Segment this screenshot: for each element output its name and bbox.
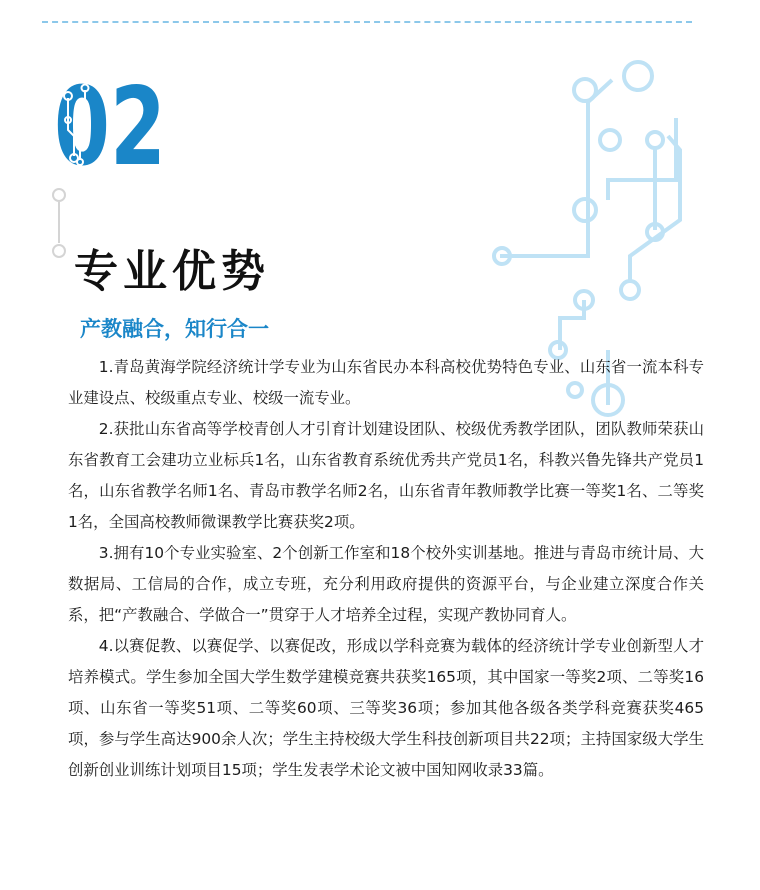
section-subtitle: 产教融合，知行合一 — [80, 317, 269, 341]
section-title: 专业优势 — [74, 246, 270, 297]
paragraph: 2.获批山东省高等学校青创人才引育计划建设团队、校级优秀教学团队，团队教师荣获山东省教育工会建功立业标兵1名，山东省教育系统优秀共产党员1名，科教兴鲁先锋共产党员1名，山东省教学名师1名、青岛市教学名师2名，山东省青年教师教学比赛一等奖1名、二等奖1名，全国高校教师微课教学比赛获奖2项。 — [68, 420, 704, 531]
body-text — [68, 352, 704, 786]
section-number: 02 — [54, 65, 166, 190]
paragraph: 3.拥有10个专业实验室、2个创新工作室和18个校外实训基地。推进与青岛市统计局、大数据局、工信局的合作，成立专班，充分利用政府提供的资源平台，与企业建立深度合作关系，把“产教融合、学做合一”贯穿于人才培养全过程，实现产教协同育人。 — [68, 544, 704, 624]
paragraph: 1.青岛黄海学院经济统计学专业为山东省民办本科高校优势特色专业、山东省一流本科专业建设点、校级重点专业、校级一流专业。 — [68, 358, 704, 407]
circuit-line-decoration-icon — [46, 185, 76, 275]
top-dashed-divider — [42, 21, 692, 23]
paragraph: 4.以赛促教、以赛促学、以赛促改，形成以学科竞赛为载体的经济统计学专业创新型人才培养模式。学生参加全国大学生数学建模竞赛共获奖165项，其中国家一等奖2项、二等奖16项、山东省一等奖51项、二等奖60项、三等奖36项；参加其他各级各类学科竞赛获奖465项，参与学生高达900余人次；学生主持校级大学生科技创新项目共22项；主持国家级大学生创新创业训练计划项目15项；学生发表学术论文被中国知网收录33篇。 — [68, 637, 704, 779]
section-number-02-icon — [54, 65, 170, 190]
